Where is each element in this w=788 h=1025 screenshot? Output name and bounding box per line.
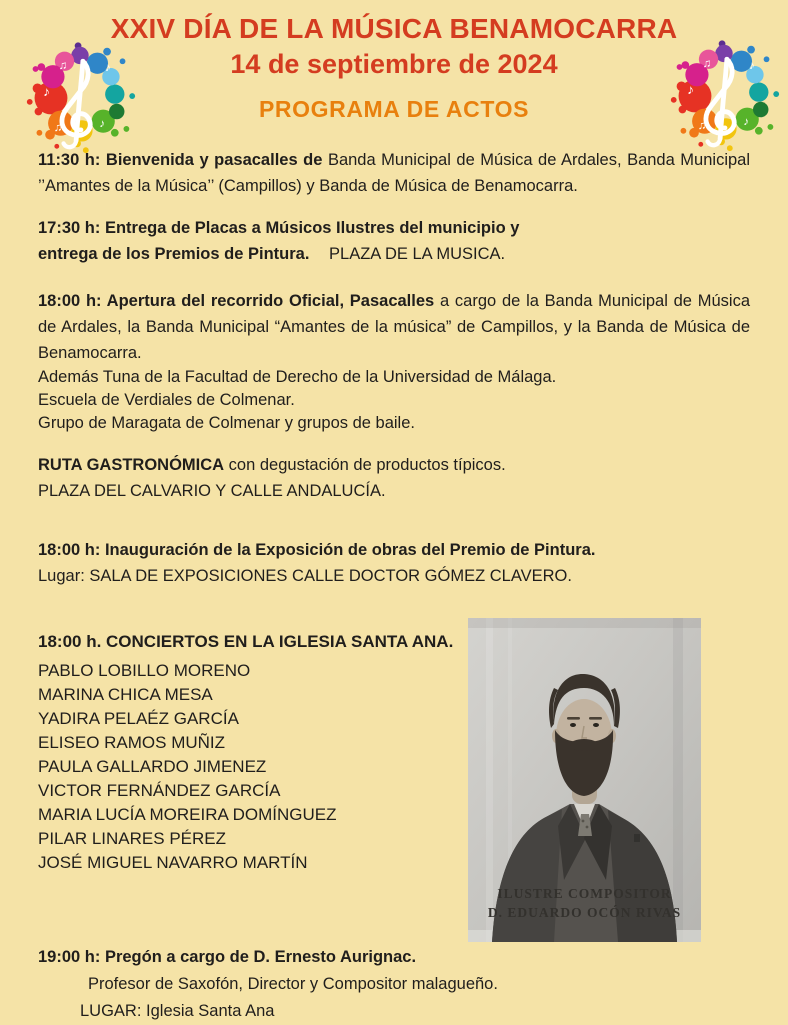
event-pregon [38, 944, 750, 1025]
music-splash-icon [666, 38, 782, 154]
music-splash-icon [22, 40, 138, 156]
event-placas [38, 215, 750, 267]
event-apertura-extra2: Escuela de Verdiales de Colmenar. [38, 391, 295, 409]
event-ruta-place: PLAZA DEL CALVARIO Y CALLE ANDALUCÍA. [38, 482, 386, 500]
performer-item: MARINA CHICA MESA [38, 685, 213, 704]
event-pregon-line2: Profesor de Saxofón, Director y Compositor malagueño. [88, 975, 498, 993]
event-placas-line2: entrega de los Premios de Pintura. PLAZA DE LA MUSICA. [38, 245, 506, 263]
photo-caption-line2: D. EDUARDO OCÓN RIVAS [487, 905, 682, 920]
event-detail-apertura: a cargo de la Banda Municipal de Música de Ardales, la Banda Municipal “Amantes de la música” de Campillos, y la Banda de Música de Benamocarra. [38, 292, 750, 362]
event-pregon-line3: LUGAR: Iglesia Santa Ana [80, 1002, 275, 1020]
event-apertura-paragraph [38, 288, 750, 366]
event-exposicion-line1: 18:00 h: Inauguración de la Exposición de obras del Premio de Pintura. [38, 541, 596, 559]
performer-item: YADIRA PELAÉZ GARCÍA [38, 709, 239, 728]
event-apertura-extra3: Grupo de Maragata de Colmenar y grupos de baile. [38, 414, 415, 432]
event-time-apertura: 18:00 h: Apertura del recorrido Oficial, Pasacalles [38, 292, 435, 310]
event-apertura-extra1: Además Tuna de la Facultad de Derecho de la Universidad de Málaga. [38, 368, 557, 386]
event-apertura [38, 288, 750, 435]
event-apertura-extras [38, 366, 750, 435]
event-ruta-gastronomica [38, 452, 750, 504]
event-conciertos-heading: 18:00 h. CONCIERTOS EN LA IGLESIA SANTA ANA. [38, 632, 454, 651]
performer-item: VICTOR FERNÁNDEZ GARCÍA [38, 781, 281, 800]
event-ruta-line1 [38, 452, 750, 478]
event-pregon-line1: 19:00 h: Pregón a cargo de D. Ernesto Aurignac. [38, 948, 417, 966]
photo-caption [468, 884, 701, 922]
event-placas-place: PLAZA DE LA MUSICA. [329, 245, 506, 263]
event-bienvenida [38, 147, 750, 199]
performer-item: JOSÉ MIGUEL NAVARRO MARTÍN [38, 853, 308, 872]
event-placas-line1: 17:30 h: Entrega de Placas a Músicos Ilustres del municipio y [38, 219, 520, 237]
performer-item: MARIA LUCÍA MOREIRA DOMÍNGUEZ [38, 805, 337, 824]
photo-caption-line1: ILUSTRE COMPOSITOR [497, 886, 672, 901]
event-exposicion [38, 537, 750, 589]
event-exposicion-place: Lugar: SALA DE EXPOSICIONES CALLE DOCTOR GÓMEZ CLAVERO. [38, 567, 572, 585]
event-ruta-title: RUTA GASTRONÓMICA [38, 456, 225, 474]
program-heading: PROGRAMA DE ACTOS [258, 96, 530, 122]
performer-item: PABLO LOBILLO MORENO [38, 661, 251, 680]
performer-item: PAULA GALLARDO JIMENEZ [38, 757, 267, 776]
event-detail-bienvenida: Banda Municipal de Música de Ardales, Banda Municipal ’’Amantes de la Música’’ (Campillos) y Banda de Música de Benamocarra. [38, 151, 751, 195]
event-time-bienvenida: 11:30 h: Bienvenida y pasacalles de [38, 151, 323, 169]
event-ruta-detail: con degustación de productos típicos. [228, 456, 506, 474]
performer-item: PILAR LINARES PÉREZ [38, 829, 227, 848]
composer-portrait-photo [468, 618, 701, 942]
page-title: XXIV DÍA DE LA MÚSICA BENAMOCARRA [110, 13, 678, 44]
performer-item: ELISEO RAMOS MUÑIZ [38, 733, 226, 752]
event-date: 14 de septiembre de 2024 [230, 49, 558, 79]
